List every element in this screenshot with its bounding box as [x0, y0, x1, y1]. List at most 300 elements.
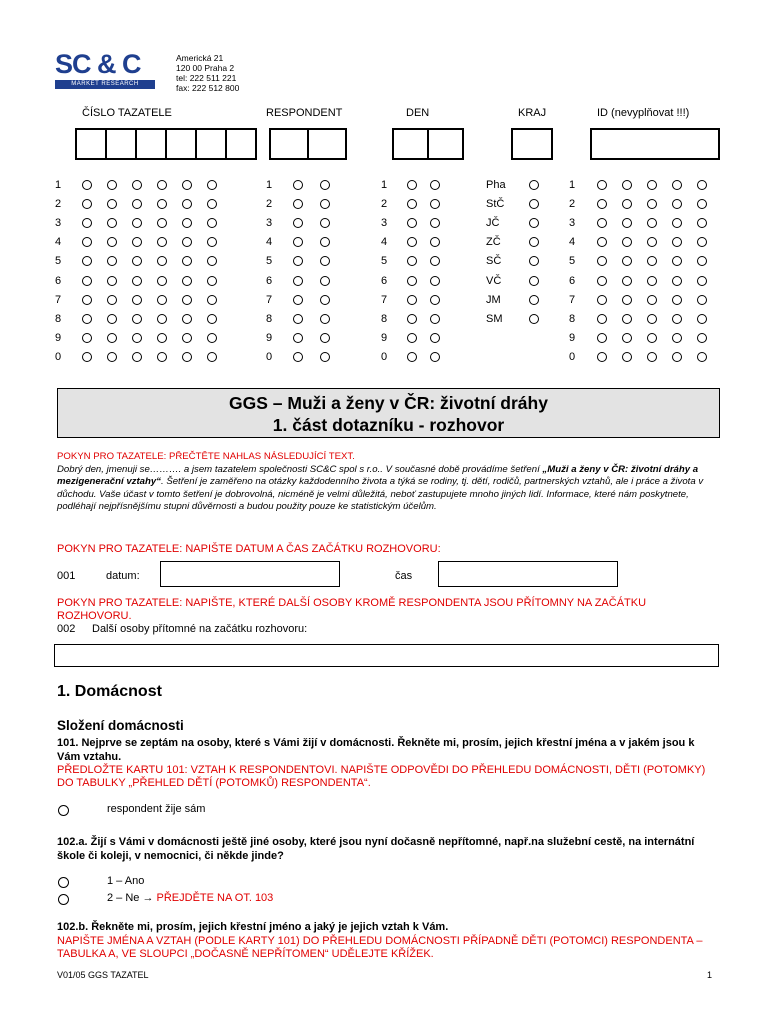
q002-code: 002 — [57, 623, 76, 635]
option-circle[interactable] — [672, 199, 682, 209]
option-circle[interactable] — [697, 199, 707, 209]
intro-paragraph — [57, 464, 713, 514]
option-circle[interactable] — [82, 237, 92, 247]
option-circle[interactable] — [597, 256, 607, 266]
option-circle[interactable] — [132, 256, 142, 266]
address-line: tel: 222 511 221 — [176, 73, 237, 83]
grid-row — [486, 309, 539, 328]
grid-row — [486, 233, 539, 252]
logo-text: SC & C — [55, 49, 141, 79]
option-circle[interactable] — [132, 180, 142, 190]
option-circle[interactable] — [430, 199, 440, 209]
option-circle[interactable] — [107, 180, 117, 190]
option-circle[interactable] — [157, 256, 167, 266]
option-circle[interactable] — [320, 352, 330, 362]
grid-row — [55, 348, 217, 367]
grid-row — [266, 271, 330, 290]
grid-row — [381, 175, 440, 194]
grid-row-label: 8 — [569, 312, 576, 325]
option-circle[interactable] — [132, 333, 142, 343]
grid-row — [569, 175, 707, 194]
option-circle[interactable] — [647, 199, 657, 209]
option-circle[interactable] — [320, 218, 330, 228]
page-title: GGS – Muži a ženy v ČR: životní dráhy — [229, 393, 548, 413]
option-circle[interactable] — [293, 295, 303, 305]
option-circle[interactable] — [597, 314, 607, 324]
option-circle[interactable] — [320, 333, 330, 343]
option-circle[interactable] — [622, 333, 632, 343]
option-circle[interactable] — [697, 295, 707, 305]
option-circle[interactable] — [529, 276, 539, 286]
others-label: Další osoby přítomné na začátku rozhovoru: — [92, 623, 308, 635]
option-circle[interactable] — [157, 237, 167, 247]
option-circle[interactable] — [697, 180, 707, 190]
option-circle[interactable] — [407, 218, 417, 228]
option-circle[interactable] — [597, 333, 607, 343]
page-number: 1 — [707, 970, 713, 980]
option-circle[interactable] — [132, 276, 142, 286]
option-circle[interactable] — [132, 314, 142, 324]
digit-box[interactable] — [135, 128, 165, 160]
option-circle[interactable] — [672, 256, 682, 266]
grid-row-label: SM — [486, 312, 503, 325]
option-circle[interactable] — [597, 180, 607, 190]
grid-row — [55, 271, 217, 290]
digit-box[interactable] — [225, 128, 257, 160]
grid-row-label: 0 — [569, 351, 576, 364]
title-box — [57, 388, 720, 438]
option-circle[interactable] — [293, 256, 303, 266]
option-circle[interactable] — [697, 256, 707, 266]
option-circle[interactable] — [293, 199, 303, 209]
option-circle[interactable] — [182, 218, 192, 228]
grid-row — [569, 252, 707, 271]
grid-row-label: 2 — [55, 197, 62, 210]
option-circle[interactable] — [622, 314, 632, 324]
grid-row — [569, 290, 707, 309]
option-circle[interactable] — [407, 314, 417, 324]
grid-row — [266, 194, 330, 213]
option-circle[interactable] — [293, 276, 303, 286]
option-circle[interactable] — [597, 237, 607, 247]
cas-label: čas — [395, 570, 413, 582]
respondent-boxes[interactable] — [269, 128, 347, 158]
grid-row — [486, 213, 539, 232]
option-circle[interactable] — [107, 333, 117, 343]
q102a-jump-instruction: PŘEJDĚTE NA OT. 103 — [156, 892, 274, 904]
option-circle[interactable] — [529, 295, 539, 305]
option-circle[interactable] — [182, 237, 192, 247]
grid-row — [381, 290, 440, 309]
digit-box[interactable] — [105, 128, 135, 160]
option-circle[interactable] — [647, 276, 657, 286]
grid-row-label: 1 — [55, 178, 62, 191]
grid-row-label: 3 — [55, 216, 62, 229]
option-circle[interactable] — [647, 333, 657, 343]
den-boxes[interactable] — [392, 128, 464, 158]
grid-row-label: Pha — [486, 178, 506, 191]
datetime-instruction: POKYN PRO TAZATELE: NAPIŠTE DATUM A ČAS ZAČÁTKU ROZHOVORU: — [57, 543, 441, 555]
grid-row — [266, 329, 330, 348]
option-circle[interactable] — [622, 352, 632, 362]
grid-row-label: 9 — [569, 332, 576, 345]
den-grid — [381, 175, 440, 367]
option-circle[interactable] — [597, 276, 607, 286]
grid-row-label: 8 — [55, 312, 62, 325]
q102a-option-no — [107, 892, 273, 905]
grid-row — [569, 309, 707, 328]
grid-row — [486, 271, 539, 290]
q101-text: 101. Nejprve se zeptám na osoby, které s Vámi žijí v domácnosti. Řekněte mi, prosím, jejich křestní jména a v jakém jsou k Vám vztahu. — [57, 737, 695, 763]
grid-row-label: 5 — [569, 255, 576, 268]
grid-row-label: 2 — [569, 197, 576, 210]
grid-row — [381, 329, 440, 348]
grid-row — [569, 271, 707, 290]
q101-option-label: respondent žije sám — [107, 803, 206, 815]
option-circle[interactable] — [293, 180, 303, 190]
q102a-text: 102.a. Žijí s Vámi v domácnosti ještě jiné osoby, které jsou nyní dočasně nepřítomné, např.na služební cestě, na internátní škole či koleji, v nemocnici, či někde jinde? — [57, 836, 695, 862]
option-circle[interactable] — [293, 333, 303, 343]
label-cislo-tazatele: ČÍSLO TAZATELE — [82, 107, 172, 119]
option-circle[interactable] — [407, 180, 417, 190]
intro-text-a: Dobrý den, jmenuji se………. a jsem tazatelem společnosti SC&C spol s r.o.. V současné době provádíme šetření — [57, 464, 543, 475]
option-circle[interactable] — [207, 276, 217, 286]
grid-row — [55, 290, 217, 309]
option-circle[interactable] — [132, 218, 142, 228]
grid-row-label: 6 — [266, 274, 273, 287]
option-circle[interactable] — [597, 218, 607, 228]
option-circle[interactable] — [107, 237, 117, 247]
option-circle[interactable] — [207, 333, 217, 343]
grid-row — [569, 213, 707, 232]
option-circle[interactable] — [622, 237, 632, 247]
grid-row-label: 1 — [381, 178, 388, 191]
option-circle[interactable] — [647, 180, 657, 190]
option-circle[interactable] — [672, 237, 682, 247]
grid-row — [266, 309, 330, 328]
grid-row — [569, 194, 707, 213]
option-circle[interactable] — [697, 276, 707, 286]
option-circle[interactable] — [157, 199, 167, 209]
option-circle[interactable] — [107, 352, 117, 362]
option-circle[interactable] — [529, 237, 539, 247]
option-circle[interactable] — [597, 295, 607, 305]
option-circle[interactable] — [107, 256, 117, 266]
option-circle[interactable] — [529, 199, 539, 209]
option-circle[interactable] — [207, 237, 217, 247]
option-circle[interactable] — [82, 314, 92, 324]
grid-row-label: 4 — [569, 236, 576, 249]
option-circle[interactable] — [647, 314, 657, 324]
grid-row-label: 3 — [266, 216, 273, 229]
option-circle[interactable] — [430, 314, 440, 324]
option-circle[interactable] — [430, 352, 440, 362]
option-circle[interactable] — [207, 199, 217, 209]
option-circle[interactable] — [320, 256, 330, 266]
option-circle[interactable] — [82, 352, 92, 362]
option-circle[interactable] — [293, 314, 303, 324]
grid-row — [55, 233, 217, 252]
option-circle[interactable] — [157, 276, 167, 286]
option-circle[interactable] — [293, 352, 303, 362]
option-circle[interactable] — [82, 180, 92, 190]
q102a-option-no-label: 2 – Ne → — [107, 892, 154, 904]
digit-box[interactable] — [165, 128, 195, 160]
grid-row-label: 9 — [55, 332, 62, 345]
option-circle[interactable] — [622, 256, 632, 266]
option-circle[interactable] — [647, 295, 657, 305]
option-circle[interactable] — [407, 199, 417, 209]
q001-code: 001 — [57, 570, 76, 582]
option-circle[interactable] — [82, 218, 92, 228]
option-circle[interactable] — [207, 256, 217, 266]
logo-subtitle: MARKET RESEARCH — [55, 80, 155, 89]
option-circle[interactable] — [529, 314, 539, 324]
address-line: fax: 222 512 800 — [176, 83, 240, 93]
grid-row-label: 9 — [266, 332, 273, 345]
option-circle[interactable] — [597, 352, 607, 362]
option-circle[interactable] — [320, 314, 330, 324]
option-circle[interactable] — [407, 256, 417, 266]
grid-row — [55, 329, 217, 348]
option-circle[interactable] — [622, 199, 632, 209]
intro-text-bold: „Muži a ženy v ČR: životní dráhy a mezigenerační vztahy“ — [57, 464, 699, 488]
option-circle[interactable] — [182, 276, 192, 286]
option-circle[interactable] — [82, 295, 92, 305]
q102a-radio-no[interactable] — [58, 894, 69, 905]
grid-row — [55, 309, 217, 328]
option-circle[interactable] — [107, 276, 117, 286]
grid-row — [266, 213, 330, 232]
label-respondent: RESPONDENT — [266, 107, 343, 119]
option-circle[interactable] — [320, 295, 330, 305]
kraj-box[interactable] — [511, 128, 553, 160]
option-circle[interactable] — [529, 256, 539, 266]
option-circle[interactable] — [430, 218, 440, 228]
option-circle[interactable] — [529, 218, 539, 228]
grid-row-label: 1 — [569, 178, 576, 191]
id-grid — [569, 175, 707, 367]
section-title: 1. Domácnost — [57, 683, 162, 700]
option-circle[interactable] — [697, 218, 707, 228]
q101-radio[interactable] — [58, 805, 69, 816]
section-subtitle: Složení domácnosti — [57, 718, 184, 733]
grid-row — [266, 175, 330, 194]
address-line: Americká 21 — [176, 53, 224, 63]
option-circle[interactable] — [407, 237, 417, 247]
option-circle[interactable] — [672, 333, 682, 343]
option-circle[interactable] — [430, 333, 440, 343]
option-circle[interactable] — [697, 352, 707, 362]
intro-text-c: . Šetření je zaměřeno na otázky každodenního života a týká se rodiny, tj. dětí, rodičů, partnerských vztahů, ale i práce a života v důchodu. Vaše účast v tomto šetření je dobrovolná, nicméně je velmi důležitá, neboť zastupujete mnoho jiných lidí. Informace, které nám poskytnete, podléhají nejpřísnějšímu stupni důvěrnosti a budou použity pouze ke statistickým účelům. — [57, 476, 704, 513]
grid-row — [569, 329, 707, 348]
digit-box[interactable] — [307, 128, 347, 160]
option-circle[interactable] — [207, 180, 217, 190]
grid-row — [55, 175, 217, 194]
grid-row — [381, 233, 440, 252]
option-circle[interactable] — [293, 237, 303, 247]
option-circle[interactable] — [320, 237, 330, 247]
grid-row — [381, 252, 440, 271]
option-circle[interactable] — [430, 295, 440, 305]
option-circle[interactable] — [320, 180, 330, 190]
grid-row — [55, 252, 217, 271]
option-circle[interactable] — [182, 256, 192, 266]
digit-box[interactable] — [392, 128, 427, 160]
option-circle[interactable] — [182, 180, 192, 190]
option-circle[interactable] — [107, 314, 117, 324]
grid-row-label: 5 — [266, 255, 273, 268]
grid-row — [266, 290, 330, 309]
option-circle[interactable] — [647, 218, 657, 228]
option-circle[interactable] — [647, 352, 657, 362]
label-id: ID (nevyplňovat !!!) — [597, 107, 690, 119]
grid-row — [266, 233, 330, 252]
option-circle[interactable] — [157, 180, 167, 190]
option-circle[interactable] — [407, 352, 417, 362]
option-circle[interactable] — [82, 256, 92, 266]
grid-row — [381, 194, 440, 213]
option-circle[interactable] — [672, 352, 682, 362]
q102a-radio-yes[interactable] — [58, 877, 69, 888]
option-circle[interactable] — [207, 352, 217, 362]
grid-row-label: 0 — [381, 351, 388, 364]
option-circle[interactable] — [672, 314, 682, 324]
option-circle[interactable] — [107, 218, 117, 228]
grid-row — [55, 194, 217, 213]
grid-row-label: SČ — [486, 255, 502, 268]
datum-field[interactable] — [160, 561, 340, 587]
respondent-grid — [266, 175, 330, 367]
option-circle[interactable] — [157, 352, 167, 362]
grid-row-label: 4 — [266, 236, 273, 249]
grid-row-label: StČ — [486, 197, 505, 210]
grid-row — [569, 348, 707, 367]
option-circle[interactable] — [430, 237, 440, 247]
option-circle[interactable] — [132, 352, 142, 362]
intro-instruction: POKYN PRO TAZATELE: PŘEČTĚTE NAHLAS NÁSLEDUJÍCÍ TEXT. — [57, 451, 355, 462]
option-circle[interactable] — [430, 256, 440, 266]
option-circle[interactable] — [107, 199, 117, 209]
option-circle[interactable] — [157, 295, 167, 305]
grid-row — [266, 252, 330, 271]
option-circle[interactable] — [407, 276, 417, 286]
grid-row — [486, 175, 539, 194]
grid-row-label: 7 — [569, 293, 576, 306]
grid-row — [486, 194, 539, 213]
digit-box[interactable] — [427, 128, 464, 160]
option-circle[interactable] — [622, 218, 632, 228]
option-circle[interactable] — [207, 314, 217, 324]
digit-box[interactable] — [269, 128, 307, 160]
option-circle[interactable] — [529, 180, 539, 190]
option-circle[interactable] — [697, 333, 707, 343]
option-circle[interactable] — [647, 256, 657, 266]
grid-row-label: 0 — [55, 351, 62, 364]
option-circle[interactable] — [157, 314, 167, 324]
company-address — [176, 53, 239, 93]
option-circle[interactable] — [157, 333, 167, 343]
option-circle[interactable] — [672, 295, 682, 305]
page-subtitle: 1. část dotazníku - rozhovor — [272, 415, 505, 435]
option-circle[interactable] — [107, 295, 117, 305]
grid-row — [486, 290, 539, 309]
option-circle[interactable] — [207, 218, 217, 228]
option-circle[interactable] — [82, 199, 92, 209]
grid-row-label: 2 — [381, 197, 388, 210]
footer-version: V01/05 GGS TAZATEL — [57, 970, 149, 980]
option-circle[interactable] — [407, 295, 417, 305]
option-circle[interactable] — [622, 276, 632, 286]
grid-row-label: 3 — [381, 216, 388, 229]
grid-row-label: 8 — [266, 312, 273, 325]
option-circle[interactable] — [697, 237, 707, 247]
address-line: 120 00 Praha 2 — [176, 63, 235, 73]
option-circle[interactable] — [672, 276, 682, 286]
option-circle[interactable] — [320, 276, 330, 286]
option-circle[interactable] — [672, 218, 682, 228]
option-circle[interactable] — [132, 295, 142, 305]
q102b-instruction: NAPIŠTE JMÉNA A VZTAH (PODLE KARTY 101) DO PŘEHLEDU DOMÁCNOSTI PŘÍPADNĚ DĚTI (POTOMCI) RESPONDENTA – TABULKA A, VE SLOUPCI „DOČASNĚ NEPŘÍTOMEN“ UDĚLEJTE KŘÍŽEK. — [57, 935, 703, 960]
option-circle[interactable] — [293, 218, 303, 228]
company-logo — [55, 50, 155, 92]
option-circle[interactable] — [430, 180, 440, 190]
grid-row-label: 7 — [55, 293, 62, 306]
grid-row-label: 3 — [569, 216, 576, 229]
option-circle[interactable] — [407, 333, 417, 343]
id-box[interactable] — [590, 128, 720, 160]
grid-row — [381, 271, 440, 290]
option-circle[interactable] — [672, 180, 682, 190]
others-field[interactable] — [54, 644, 719, 667]
cas-field[interactable] — [438, 561, 618, 587]
option-circle[interactable] — [82, 333, 92, 343]
grid-row — [381, 213, 440, 232]
digit-box[interactable] — [195, 128, 225, 160]
grid-row-label: ZČ — [486, 236, 501, 249]
grid-row-label: 5 — [381, 255, 388, 268]
grid-row — [55, 213, 217, 232]
grid-row-label: 4 — [381, 236, 388, 249]
option-circle[interactable] — [647, 237, 657, 247]
grid-row-label: VČ — [486, 274, 502, 287]
grid-row-label: 8 — [381, 312, 388, 325]
option-circle[interactable] — [182, 314, 192, 324]
option-circle[interactable] — [182, 295, 192, 305]
option-circle[interactable] — [132, 237, 142, 247]
tazatel-boxes[interactable] — [75, 128, 257, 158]
option-circle[interactable] — [157, 218, 167, 228]
option-circle[interactable] — [82, 276, 92, 286]
grid-row-label: 6 — [569, 274, 576, 287]
option-circle[interactable] — [430, 276, 440, 286]
grid-row — [486, 252, 539, 271]
option-circle[interactable] — [697, 314, 707, 324]
grid-row — [381, 348, 440, 367]
option-circle[interactable] — [320, 199, 330, 209]
grid-row-label: 7 — [381, 293, 388, 306]
option-circle[interactable] — [207, 295, 217, 305]
option-circle[interactable] — [622, 295, 632, 305]
option-circle[interactable] — [182, 352, 192, 362]
option-circle[interactable] — [597, 199, 607, 209]
option-circle[interactable] — [182, 199, 192, 209]
grid-row-label: 5 — [55, 255, 62, 268]
option-circle[interactable] — [622, 180, 632, 190]
option-circle[interactable] — [132, 199, 142, 209]
digit-box[interactable] — [75, 128, 105, 160]
option-circle[interactable] — [182, 333, 192, 343]
